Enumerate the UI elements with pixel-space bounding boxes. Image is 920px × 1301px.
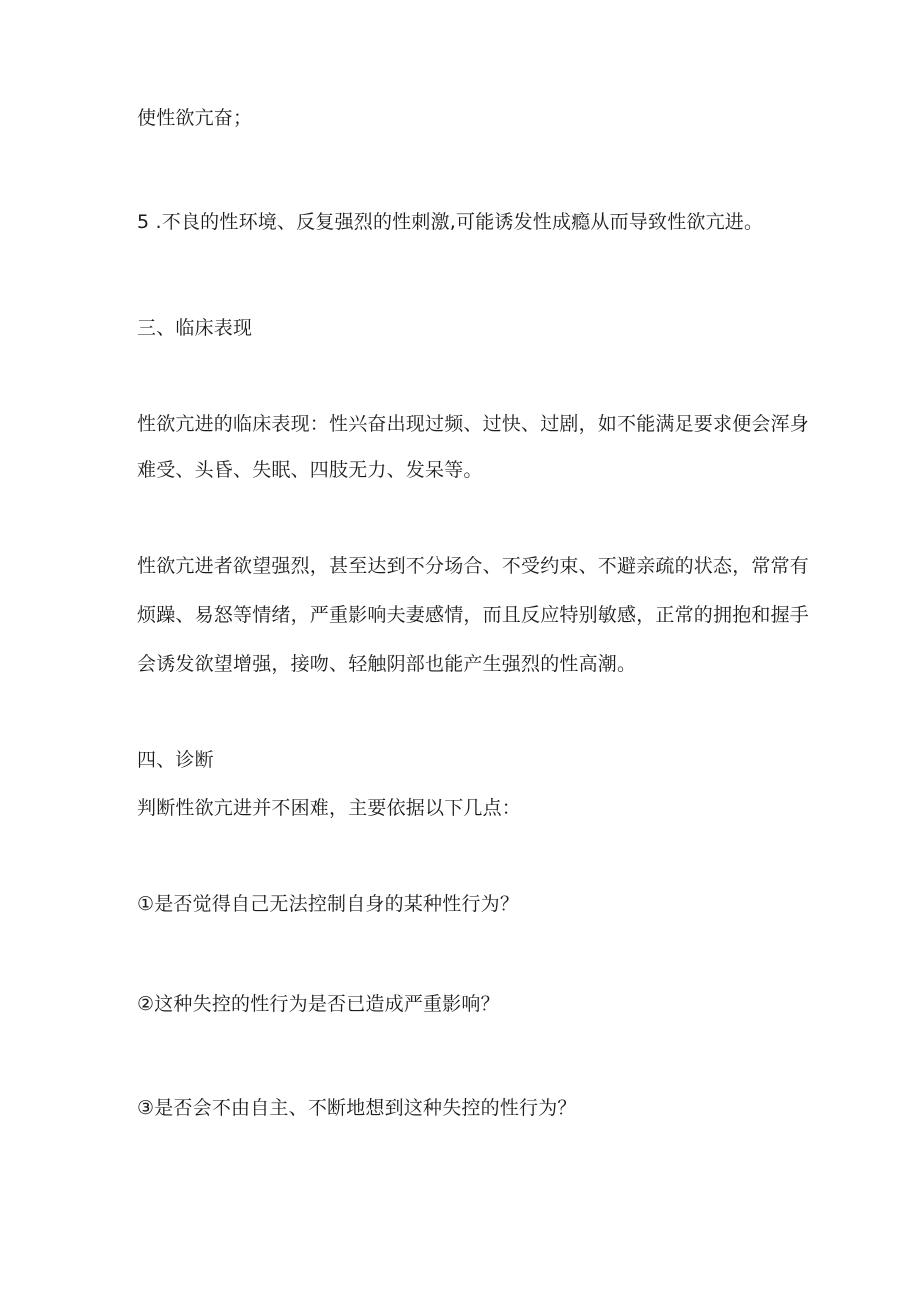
list-item: ①是否觉得自己无法控制自身的某种性行为？	[137, 893, 520, 915]
list-item-5: 5 .不良的性环境、反复强烈的性刺激,可能诱发性成瘾从而导致性欲亢进。	[137, 211, 764, 233]
paragraph-line: 会诱发欲望增强，接吻、轻触阴部也能产生强烈的性高潮。	[137, 653, 637, 675]
section-heading-clinical: 三、临床表现	[137, 317, 253, 339]
paragraph-line: 难受、头昏、失眠、四肢无力、发呆等。	[137, 459, 483, 481]
section-heading-diagnosis: 四、诊断	[137, 749, 214, 771]
text-line: 使性欲亢奋；	[137, 107, 253, 129]
paragraph-line: 烦躁、易怒等情绪，严重影响夫妻感情，而且反应特别敏感，正常的拥抱和握手	[137, 604, 810, 626]
paragraph-line: 性欲亢进者欲望强烈，甚至达到不分场合、不受约束、不避亲疏的状态，常常有	[137, 555, 810, 577]
paragraph-line: 性欲亢进的临床表现：性兴奋出现过频、过快、过剧，如不能满足要求便会浑身	[137, 413, 810, 435]
paragraph-line: 判断性欲亢进并不困难，主要依据以下几点：	[137, 797, 522, 819]
list-item: ③是否会不由自主、不断地想到这种失控的性行为？	[137, 1097, 577, 1119]
list-item: ②这种失控的性行为是否已造成严重影响？	[137, 993, 500, 1015]
